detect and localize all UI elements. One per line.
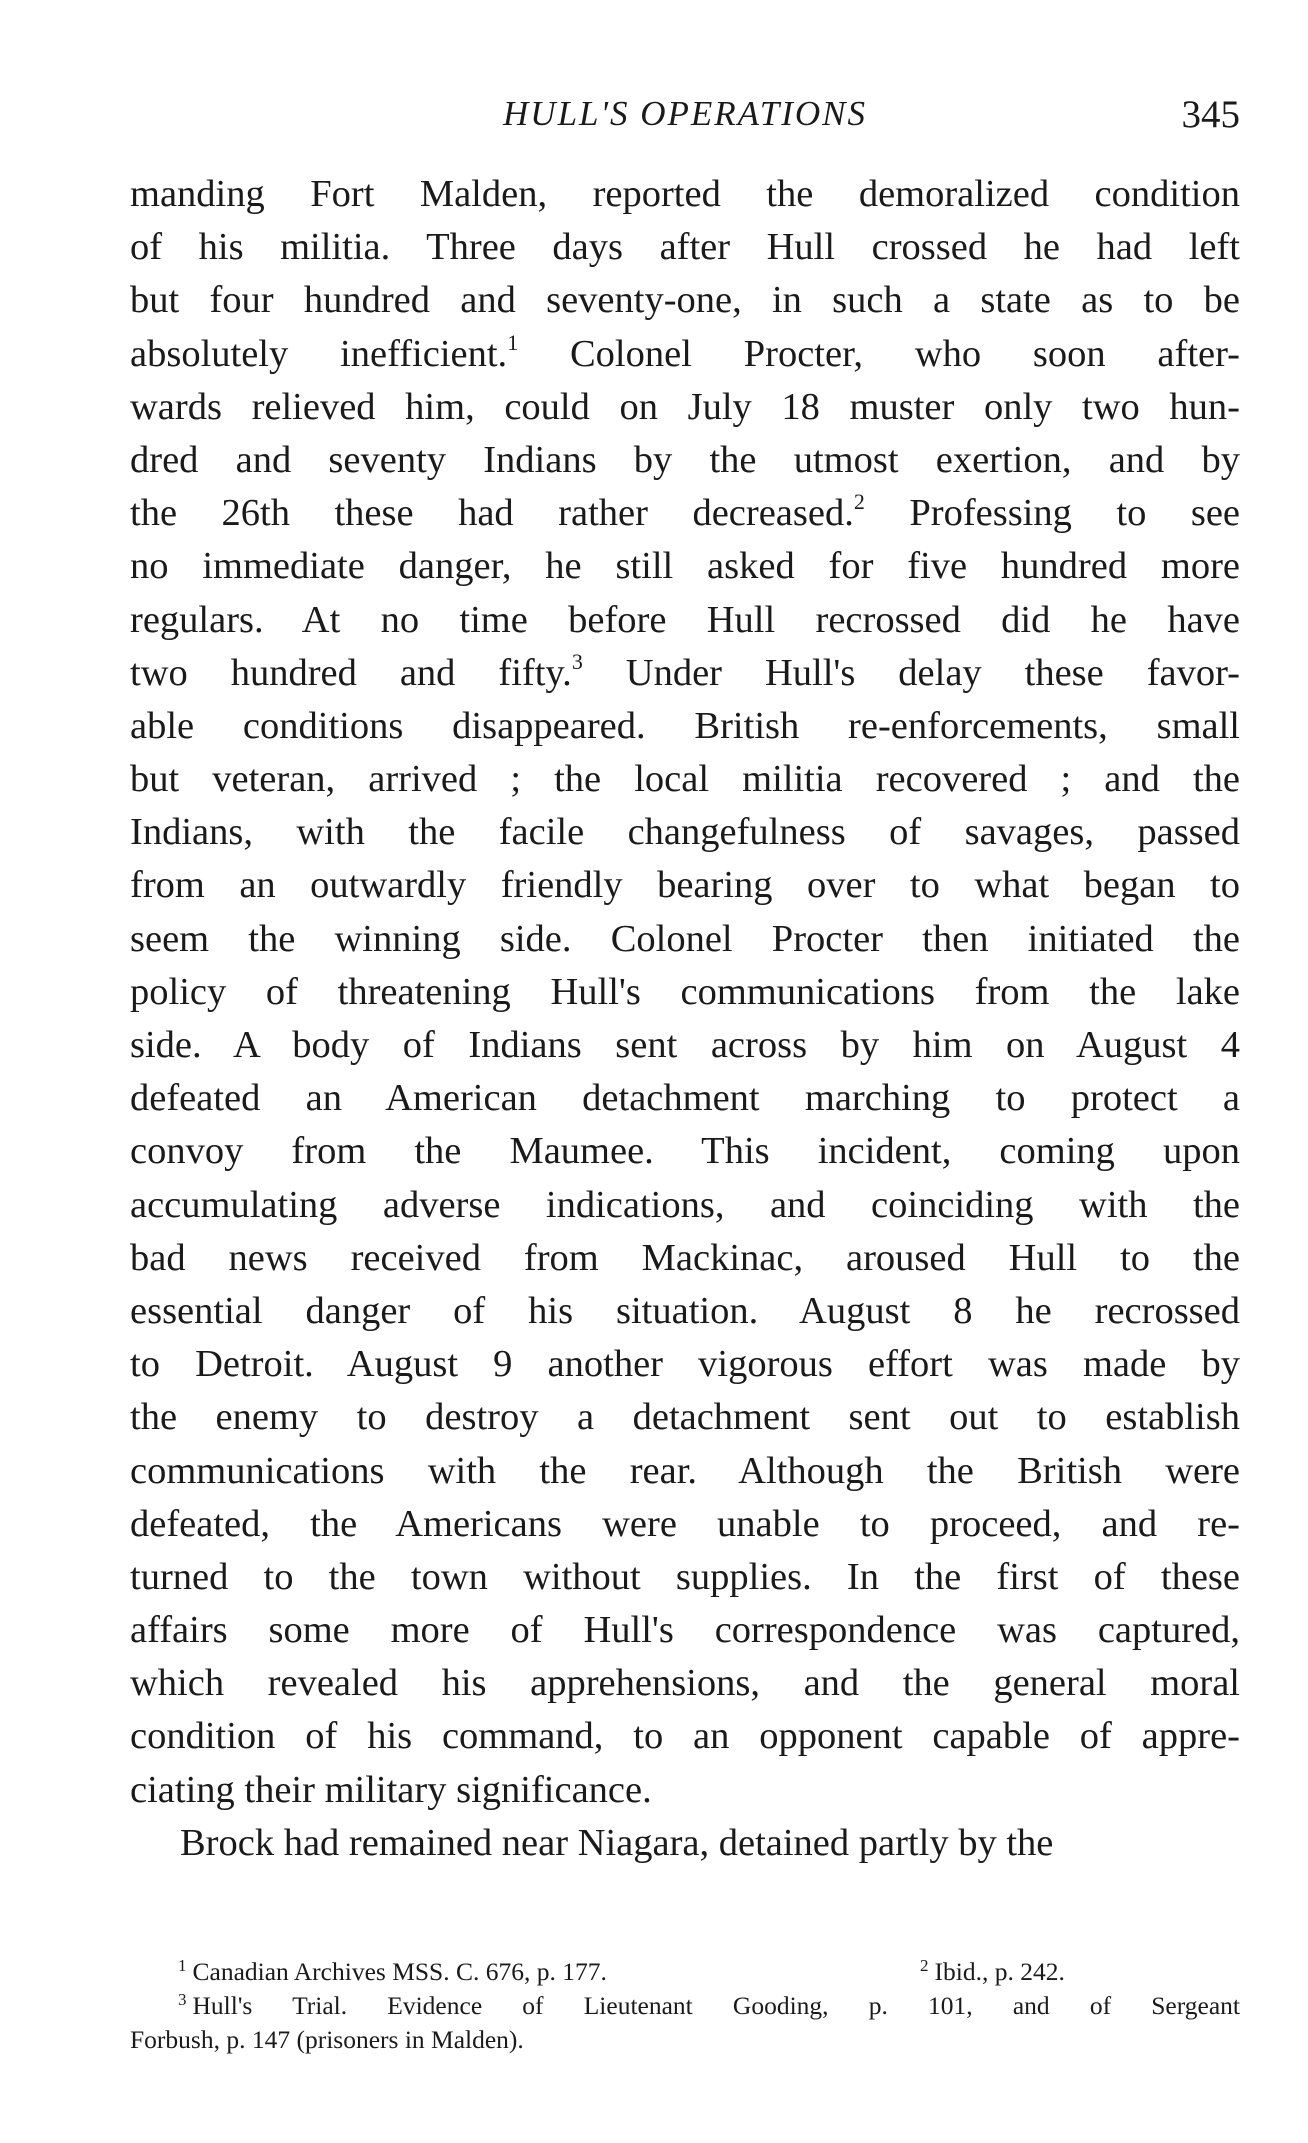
text-line: Indians, with the facile changefulness of savages, passed xyxy=(130,811,1240,854)
footnote-3-text-a: Hull's Trial. Evidence of Lieutenant Gooding, p. 101, and of Sergeant xyxy=(192,1991,1240,2020)
text-line: but four hundred and seventy-one, in such a state as to be xyxy=(130,279,1240,322)
text-line: dred and seventy Indians by the utmost exertion, and by xyxy=(130,438,1240,481)
text-line: of his militia. Three days after Hull crossed he had left xyxy=(130,226,1240,269)
text-line xyxy=(130,487,1240,540)
text-line: convoy from the Maumee. This incident, coming upon xyxy=(130,1130,1240,1173)
footnote-2 xyxy=(920,1955,1065,1989)
text-segment: Colonel Procter, who soon after- xyxy=(518,332,1240,375)
footnote-1-mark: 1 xyxy=(178,1955,187,1975)
text-line: bad news received from Mackinac, aroused Hull to the xyxy=(130,1236,1240,1279)
text-line: policy of threatening Hull's communications from the lake xyxy=(130,970,1240,1013)
footnote-reference: 1 xyxy=(507,329,519,355)
footnote-reference: 2 xyxy=(853,489,865,515)
footnote-2-text: Ibid., p. 242. xyxy=(934,1957,1065,1986)
footnote-3 xyxy=(130,1989,1240,2023)
text-line xyxy=(130,647,1240,700)
text-line: turned to the town without supplies. In the first of these xyxy=(130,1555,1240,1598)
text-segment: the 26th these had rather decreased. xyxy=(130,492,854,535)
text-segment: Under Hull's delay these favor- xyxy=(582,651,1240,694)
footnote-row xyxy=(130,1955,1240,1989)
text-segment: absolutely inefficient. xyxy=(130,332,508,375)
body-text xyxy=(130,168,1240,1870)
page-number: 345 xyxy=(1181,93,1240,136)
text-line: seem the winning side. Colonel Procter then initiated the xyxy=(130,917,1240,960)
chapter-title: HULL'S OPERATIONS xyxy=(503,94,867,133)
text-segment: Professing to see xyxy=(864,492,1240,535)
text-line: able conditions disappeared. British re-enforcements, small xyxy=(130,704,1240,747)
footnote-3-mark: 3 xyxy=(178,1989,187,2009)
text-line: defeated, the Americans were unable to proceed, and re- xyxy=(130,1502,1240,1545)
text-line: Brock had remained near Niagara, detained partly by the xyxy=(180,1821,1054,1864)
running-head xyxy=(130,82,1240,142)
text-line: which revealed his apprehensions, and the general moral xyxy=(130,1662,1240,1705)
text-line: from an outwardly friendly bearing over to what began to xyxy=(130,864,1240,907)
text-line: accumulating adverse indications, and coinciding with the xyxy=(130,1183,1240,1226)
text-line: no immediate danger, he still asked for five hundred more xyxy=(130,545,1240,588)
footnote-2-mark: 2 xyxy=(920,1955,929,1975)
text-line: condition of his command, to an opponent capable of appre- xyxy=(130,1715,1240,1758)
text-line: manding Fort Malden, reported the demoralized condition xyxy=(130,173,1240,215)
text-line: the enemy to destroy a detachment sent out to establish xyxy=(130,1396,1240,1439)
text-line: but veteran, arrived ; the local militia recovered ; and the xyxy=(130,758,1240,801)
footnote-1-text: Canadian Archives MSS. C. 676, p. 177. xyxy=(192,1957,607,1986)
text-line: to Detroit. August 9 another vigorous effort was made by xyxy=(130,1343,1240,1386)
text-line xyxy=(130,328,1240,381)
text-line: communications with the rear. Although the British were xyxy=(130,1449,1240,1492)
text-line: regulars. At no time before Hull recrossed did he have xyxy=(130,598,1240,641)
footnote-1 xyxy=(178,1955,607,1989)
footnote-reference: 3 xyxy=(571,648,583,674)
text-line: side. A body of Indians sent across by him on August 4 xyxy=(130,1024,1240,1066)
text-line: ciating their military significance. xyxy=(130,1768,652,1811)
text-line: essential danger of his situation. August 8 he recrossed xyxy=(130,1289,1240,1332)
text-line: defeated an American detachment marching to protect a xyxy=(130,1077,1240,1120)
footnote-3-continued: Forbush, p. 147 (prisoners in Malden). xyxy=(130,2025,524,2054)
text-segment: two hundred and fifty. xyxy=(130,651,572,694)
footnotes xyxy=(130,1955,1240,2057)
text-line: affairs some more of Hull's correspondence was captured, xyxy=(130,1609,1240,1652)
text-line: wards relieved him, could on July 18 muster only two hun- xyxy=(130,385,1240,428)
